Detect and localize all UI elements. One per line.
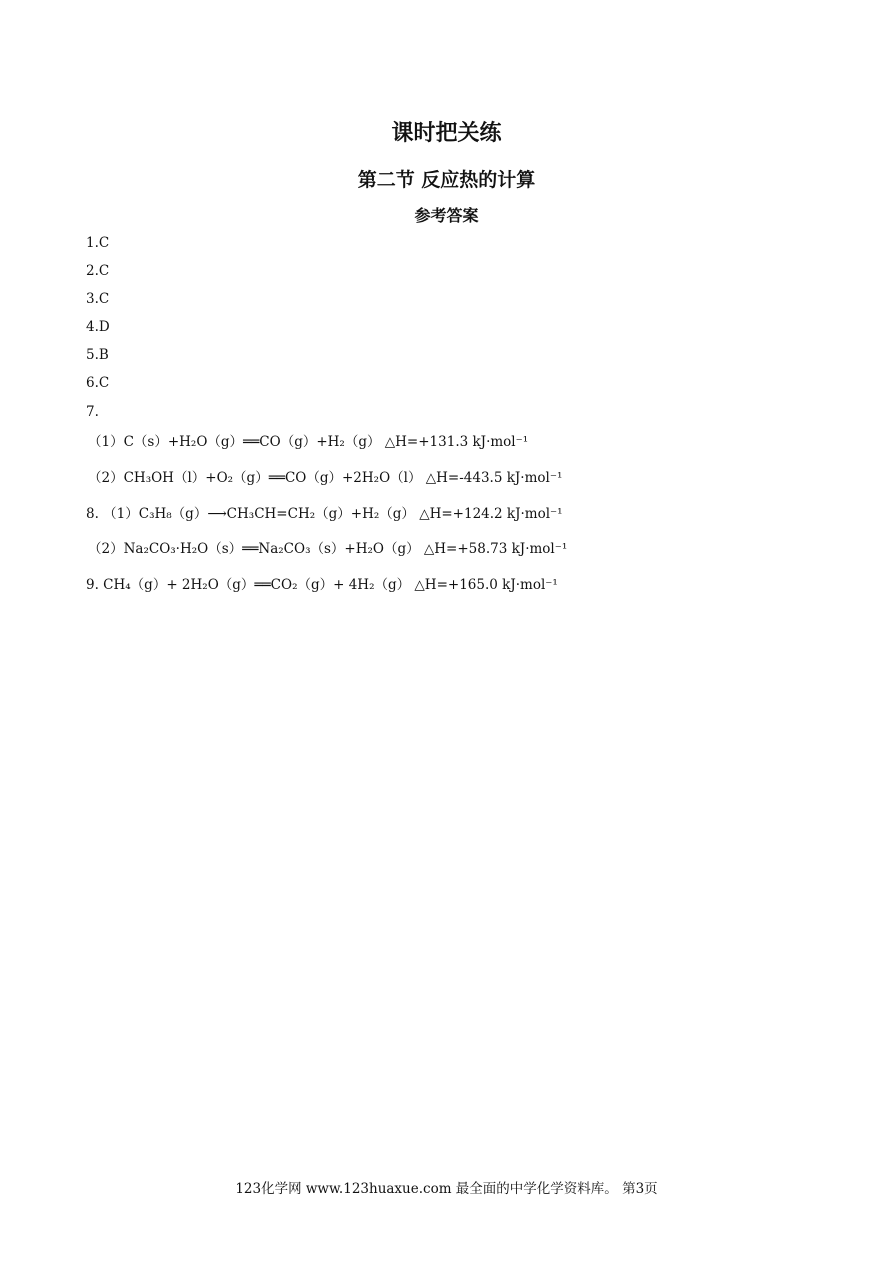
equation-8-2: （2）Na₂CO₃·H₂O（s）══Na₂CO₃（s）+H₂O（g） △H=+58.73 kJ·mol⁻¹: [88, 541, 568, 557]
answer-6: 6.C: [86, 375, 110, 391]
answer-3: 3.C: [86, 291, 110, 307]
equation-8-1: 8. （1）C₃H₈（g）⟶CH₃CH=CH₂（g）+H₂（g） △H=+124.2 kJ·mol⁻¹: [86, 506, 563, 522]
page-footer: 123化学网 www.123huaxue.com 最全面的中学化学资料库。 第3页: [235, 1181, 658, 1197]
answer-key-heading: 参考答案: [414, 206, 479, 225]
equation-7-1: （1）C（s）+H₂O（g）══CO（g）+H₂（g） △H=+131.3 kJ·mol⁻¹: [88, 434, 529, 450]
section-title: 第二节 反应热的计算: [357, 169, 536, 191]
document-title: 课时把关练: [391, 121, 502, 146]
answer-2: 2.C: [86, 263, 110, 279]
answer-5: 5.B: [86, 347, 109, 363]
answer-7: 7.: [86, 404, 99, 420]
equation-9: 9. CH₄（g）+ 2H₂O（g）══CO₂（g）+ 4H₂（g） △H=+165.0 kJ·mol⁻¹: [86, 577, 558, 593]
equation-7-2: （2）CH₃OH（l）+O₂（g）══CO（g）+2H₂O（l） △H=-443.5 kJ·mol⁻¹: [88, 470, 563, 486]
answer-1: 1.C: [86, 235, 110, 251]
answer-4: 4.D: [86, 319, 110, 335]
